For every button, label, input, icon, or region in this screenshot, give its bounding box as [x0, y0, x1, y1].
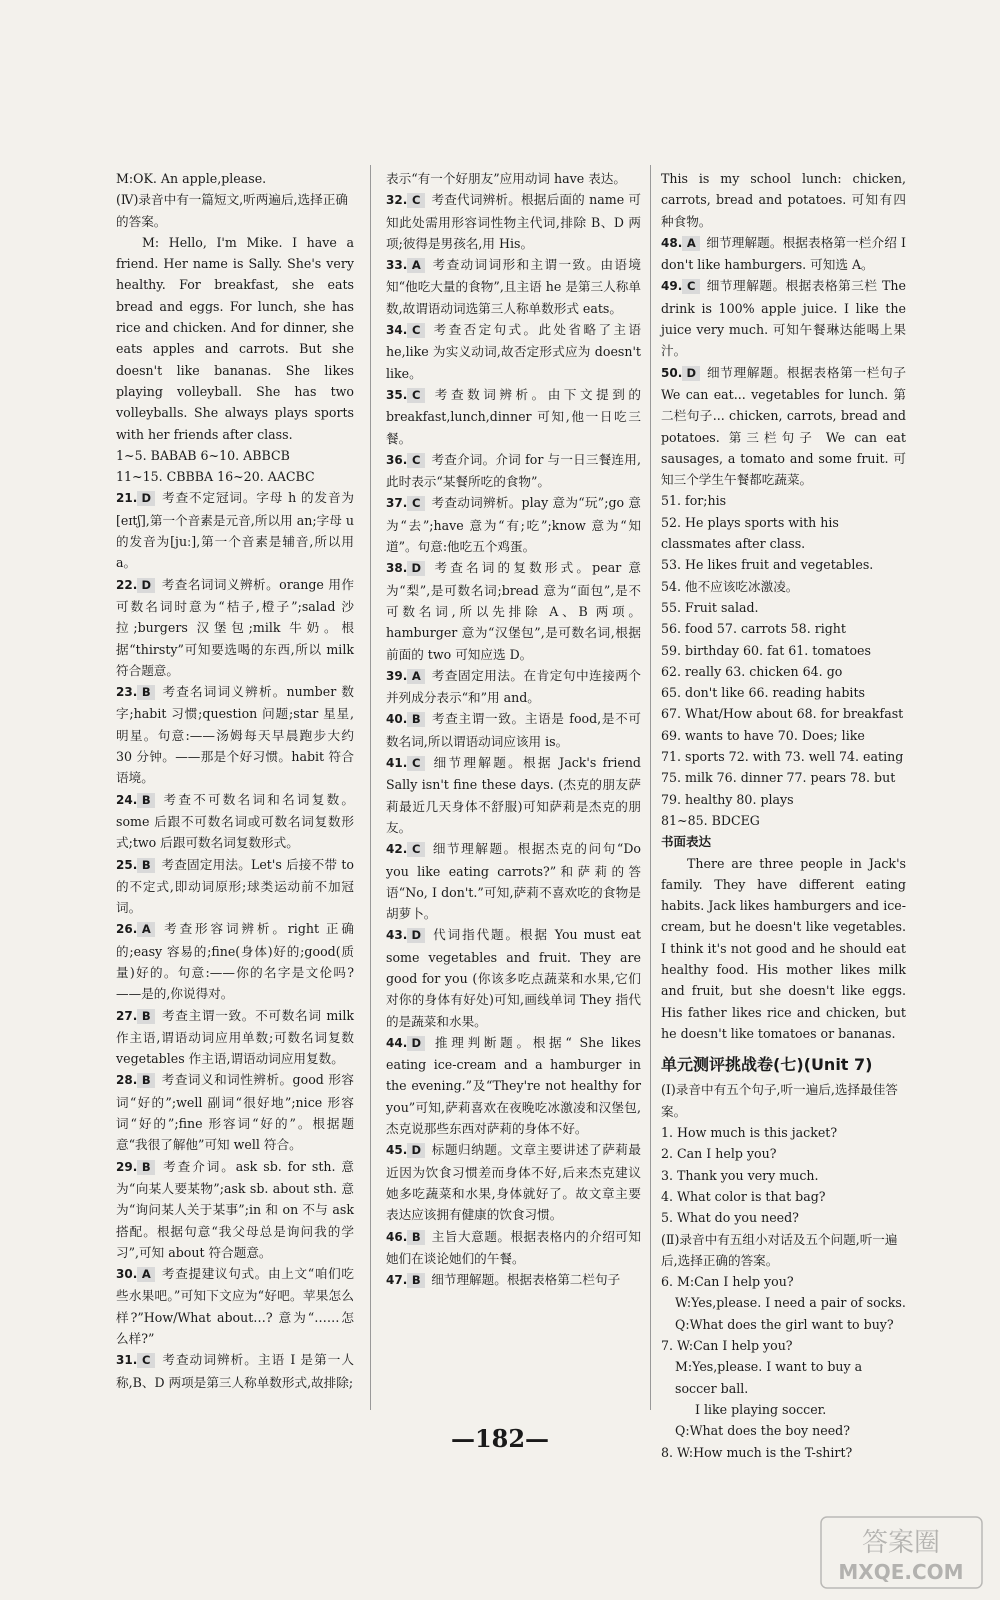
explanation-text: 标题归纳题。文章主要讲述了萨莉最近因为饮食习惯差而身体不好,后来杰克建议她多吃蔬菜和水果,身体就好了。故文章主要表达应该拥有健康的饮食习惯。 [386, 1142, 641, 1223]
explanation-text: 考查词义和词性辨析。good 形容词“好的”;well 副词“很好地”;nice 形容词“好的”;fine 形容词“好的”。根据题意“我很了解他”可知 well 符合。 [116, 1072, 354, 1153]
answer-line: 53. He likes fruit and vegetables. [661, 557, 874, 573]
question-number: 23. [116, 685, 138, 700]
answer-badge: B [137, 685, 155, 700]
question-number: 45. [386, 1143, 408, 1158]
explanation-text: 细节理解题。根据 Jack's friend Sally isn't fine these days. (杰克的朋友萨莉最近几天身体不舒服)可知萨莉是杰克的朋友。 [386, 755, 641, 835]
question-number: 37. [386, 496, 408, 511]
script-line: 2. Can I help you? [661, 1146, 777, 1162]
unit-title: 单元测评挑战卷(七)(Unit 7) [661, 1055, 873, 1075]
question-number: 40. [386, 712, 408, 727]
explanation-text: 考查数词辨析。由下文提到的 breakfast,lunch,dinner 可知,他一日吃三餐。 [386, 386, 641, 446]
answer-badge: A [137, 922, 155, 937]
continued-text: 表示“有一个好朋友”应用动词 have 表达。 [386, 171, 626, 186]
explanation-item [116, 854, 354, 919]
explanation-item [386, 254, 641, 319]
explanation-text: 考查名词的复数形式。pear 意为“梨”,是可数名词;bread 意为“面包”,是不可数名词,所以先排除 A、B 两项。hamburger 意为“汉堡包”,是可数名词,根据前面的 two 可知应选 D。 [386, 560, 641, 662]
question-number: 34. [386, 323, 408, 338]
answer-badge: B [137, 793, 155, 808]
answer-list [661, 490, 906, 831]
column-right [661, 168, 906, 1463]
page-number: —182— [450, 1424, 550, 1453]
answer-line: 65. don't like 66. reading habits [661, 685, 865, 701]
answer-line: 62. really 63. chicken 64. go [661, 663, 843, 679]
answer-badge: A [407, 669, 425, 684]
explanation-item [116, 918, 354, 1004]
explanation-text: 细节理解题。根据表格第一栏句子 We can eat... vegetables for lunch. 第二栏句子... chicken, carrots, bread and potatoes. 第三栏句子 We can eat sausages, a tomato and some fruit. 可知三个学生午餐都吃蔬菜。 [661, 364, 906, 488]
answer-line: 71. sports 72. with 73. well 74. eating [661, 749, 904, 765]
explanation-text: 考查介词。介词 for 与一日三餐连用,此时表示“某餐所吃的食物”。 [386, 451, 641, 490]
answer-badge: B [137, 858, 155, 873]
answer-badge: D [407, 1143, 425, 1158]
explanation-item [661, 275, 906, 361]
explanation-text: 细节理解题。根据表格第一栏介绍 I don't like hamburgers. 可知选 A。 [661, 234, 906, 273]
answer-line: 81~85. BDCEG [661, 812, 760, 828]
column-left [116, 168, 354, 1393]
script-line: (Ⅰ)录音中有五个句子,听一遍后,选择最佳答案。 [661, 1082, 898, 1119]
answer-badge: B [137, 1009, 155, 1024]
question-number: 30. [116, 1267, 138, 1282]
explanation-item [386, 1269, 641, 1291]
script-line: I like playing soccer. [695, 1401, 827, 1417]
question-number: 22. [116, 577, 138, 592]
explanation-item [386, 449, 641, 493]
explanation-item [386, 492, 641, 557]
column-divider-right [650, 165, 651, 1410]
explanation-text: 细节理解题。根据杰克的问句“Do you like eating carrots?”和萨莉的答语“No, I don't.”可知,萨莉不喜欢吃的食物是胡萝卜。 [386, 841, 641, 922]
writing-sample: There are three people in Jack's family. They have different eating habits. Jack likes hamburgers and ice-cream, but he doesn't like vegetables. I think it's not good and he should eat healthy food. His mother likes milk and fruit, but she doesn't like eggs. His father likes rice and chicken, but he doesn't like tomatoes or bananas. [661, 855, 906, 1041]
explanation-list [661, 232, 906, 491]
explanation-text: 考查提建议句式。由上文“咱们吃些水果吧。”可知下文应为“好吧。苹果怎么样?”How/What about…? 意为“……怎么样?” [116, 1266, 354, 1347]
explanation-text: 考查不定冠词。字母 h 的发音为[eɪtʃ],第一个音素是元音,所以用 an;字母 u 的发音为[juː],第一个音素是辅音,所以用 a。 [116, 490, 354, 571]
script-line: Q:What does the boy need? [675, 1423, 850, 1439]
column-divider-left [370, 165, 371, 1410]
answer-badge: D [407, 1036, 425, 1051]
script-line: W:Yes,please. I need a pair of socks. [675, 1295, 906, 1311]
explanation-item [116, 681, 354, 788]
explanation-text: 推理判断题。根据“ She likes eating ice-cream and a hamburger in the evening.”及“They're not healthy for you”可知,萨莉喜欢在夜晚吃冰激凌和汉堡包,杰克说那些东西对萨莉的身体不好。 [386, 1034, 641, 1137]
watermark-title: 答案圈 [861, 1528, 941, 1558]
explanation-item [386, 557, 641, 664]
answer-badge: B [137, 1073, 155, 1088]
question-number: 44. [386, 1035, 408, 1050]
question-number: 43. [386, 928, 408, 943]
explanation-item [386, 708, 641, 752]
explanation-item [661, 232, 906, 276]
explanation-item [116, 1156, 354, 1263]
answer-badge: D [407, 561, 425, 576]
explanation-list [116, 487, 354, 1392]
script-line: 1. How much is this jacket? [661, 1125, 838, 1141]
explanation-item [386, 924, 641, 1031]
script-line: Q:What does the girl want to buy? [675, 1316, 894, 1332]
explanation-text: 细节理解题。根据表格第三栏 The drink is 100% apple juice. I like the juice very much. 可知午餐琳达能喝上果汁。 [661, 278, 906, 359]
answer-badge: C [407, 842, 425, 857]
explanation-item [386, 319, 641, 384]
listening-passage: M: Hello, I'm Mike. I have a friend. Her name is Sally. She's very healthy. For breakfast, she eats bread and eggs. For lunch, she has rice and chicken. And for dinner, she eats apples and carrots. But she doesn't like bananas. She likes playing volleyball. She has two volleyballs. She always plays sports with her friends after class. [116, 234, 354, 442]
question-number: 41. [386, 756, 408, 771]
question-number: 42. [386, 842, 408, 857]
answer-line: 75. milk 76. dinner 77. pears 78. but [661, 770, 896, 786]
script-line: 3. Thank you very much. [661, 1167, 819, 1183]
question-number: 32. [386, 193, 408, 208]
answer-badge: C [407, 453, 425, 468]
answer-line: 67. What/How about 68. for breakfast [661, 706, 904, 722]
answer-badge: A [407, 258, 425, 273]
writing-heading: 书面表达 [661, 834, 712, 850]
listening-script [661, 1079, 906, 1462]
explanation-item [116, 487, 354, 573]
watermark-logo [819, 1515, 984, 1590]
question-number: 50. [661, 365, 683, 380]
explanation-item [386, 665, 641, 709]
answer-badge: C [407, 388, 425, 403]
explanation-item [116, 1263, 354, 1349]
answer-badge: D [682, 366, 700, 381]
answer-line: 51. for;his [661, 493, 727, 509]
answer-key-line: 11~15. CBBBA 16~20. AACBC [116, 469, 315, 485]
question-number: 26. [116, 922, 138, 937]
explanation-text: 考查代词辨析。根据后面的 name 可知此处需用形容词性物主代词,排除 B、D 两项;彼得是男孩名,用 His。 [386, 192, 641, 251]
answer-badge: C [682, 279, 700, 294]
explanation-item [116, 1069, 354, 1155]
explanation-text: 考查名词词义辨析。number 数字;habit 习惯;question 问题;star 星星,明星。句意:——汤姆每天早晨跑步大约 30 分钟。——那是个好习惯。habit 符合语境。 [116, 684, 354, 786]
question-number: 25. [116, 857, 138, 872]
question-number: 39. [386, 668, 408, 683]
explanation-text: 考查主谓一致。主语是 food,是不可数名词,所以谓语动词应该用 is。 [386, 711, 641, 749]
explanation-text: 代词指代题。根据 You must eat some vegetables and fruit. They are good for you (你该多吃点蔬菜和水果,它们对你的身体有好处)可知,画线单词 They 指代的是蔬菜和水果。 [386, 927, 641, 1029]
script-line: 4. What color is that bag? [661, 1188, 826, 1204]
answer-badge: B [407, 1273, 425, 1288]
answer-line: 52. He plays sports with his classmates after class. [661, 514, 839, 552]
script-line: 5. What do you need? [661, 1210, 799, 1226]
question-number: 31. [116, 1353, 138, 1368]
explanation-item [116, 789, 354, 854]
explanation-list [386, 189, 641, 1291]
answer-badge: C [407, 193, 425, 208]
explanation-item [386, 1226, 641, 1270]
answer-badge: B [137, 1160, 155, 1175]
explanation-item [116, 1349, 354, 1393]
answer-badge: B [407, 712, 425, 727]
question-number: 49. [661, 279, 683, 294]
explanation-text: 考查否定句式。此处省略了主语 he,like 为实义动词,故否定形式应为 doesn't like。 [386, 322, 641, 381]
answer-key-line: 1~5. BABAB 6~10. ABBCB [116, 447, 290, 463]
question-number: 27. [116, 1008, 138, 1023]
explanation-item [116, 1005, 354, 1070]
explanation-item [386, 384, 641, 449]
script-line: 6. M:Can I help you? [661, 1274, 794, 1290]
script-line: 8. W:How much is the T-shirt? [661, 1444, 853, 1460]
answer-badge: C [407, 323, 425, 338]
explanation-text: 考查动词词形和主谓一致。由语境知“他吃大量的食物”,且主语 he 是第三人称单数,故谓语动词选第三人称单数形式 eats。 [386, 257, 641, 316]
answer-badge: A [682, 236, 700, 251]
explanation-text: 考查固定用法。Let's 后接不带 to 的不定式,即动词原形;球类运动前不加冠词。 [116, 856, 354, 916]
explanation-text: 细节理解题。根据表格第二栏句子 [431, 1272, 621, 1288]
explanation-item [386, 1032, 641, 1139]
question-number: 33. [386, 258, 408, 273]
script-line: M:Yes,please. I want to buy a soccer ball. [675, 1359, 863, 1396]
explanation-text: 考查动词辨析。play 意为“玩”;go 意为“去”;have 意为“有;吃”;know 意为“知道”。句意:他吃五个鸡蛋。 [386, 495, 641, 555]
answer-badge: D [407, 928, 425, 943]
script-line: (Ⅱ)录音中有五组小对话及五个问题,听一遍后,选择正确的答案。 [661, 1231, 898, 1268]
section-instruction: (Ⅳ)录音中有一篇短文,听两遍后,选择正确的答案。 [116, 192, 348, 229]
explanation-text: 考查形容词辨析。right 正确的;easy 容易的;fine(身体)好的;good(质量)好的。句意:——你的名字是文伦吗?——是的,你说得对。 [116, 921, 354, 1002]
answer-badge: C [407, 496, 425, 511]
explanation-text: 考查不可数名词和名词复数。some 后跟不可数名词或可数名词复数形式;two 后跟可数名词复数形式。 [116, 791, 354, 851]
explanation-text: 主旨大意题。根据表格内的介绍可知她们在谈论她们的午餐。 [386, 1228, 641, 1266]
question-number: 24. [116, 792, 138, 807]
explanation-item [661, 362, 906, 491]
question-number: 29. [116, 1159, 138, 1174]
answer-badge: A [137, 1267, 155, 1282]
answer-line: 69. wants to have 70. Does; like [661, 727, 865, 743]
script-line: 7. W:Can I help you? [661, 1338, 793, 1354]
explanation-text: 考查动词辨析。主语 I 是第一人称,B、D 两项是第三人称单数形式,故排除; [116, 1352, 354, 1390]
question-number: 47. [386, 1273, 408, 1288]
explanation-text: 考查固定用法。在肯定句中连接两个并列成分表示“和”用 and。 [386, 667, 641, 706]
answer-line: 79. healthy 80. plays [661, 791, 794, 807]
explanation-item [116, 574, 354, 681]
explanation-item [386, 1139, 641, 1225]
question-number: 38. [386, 561, 408, 576]
continued-text: This is my school lunch: chicken, carrots, bread and potatoes. 可知有四种食物。 [661, 171, 906, 229]
answer-badge: D [137, 491, 155, 506]
explanation-item [386, 189, 641, 254]
question-number: 36. [386, 452, 408, 467]
question-number: 48. [661, 235, 683, 250]
answer-badge: B [407, 1230, 425, 1245]
question-number: 46. [386, 1229, 408, 1244]
question-number: 28. [116, 1073, 138, 1088]
explanation-text: 考查介词。ask sb. for sth. 意为“向某人要某物”;ask sb. about sth. 意为“询问某人关于某事”;in 和 on 不与 ask 搭配。根据句意“我父母总是询问我的学习”,可知 about 符合题意。 [116, 1158, 354, 1260]
answer-line: 55. Fruit salad. [661, 599, 759, 615]
answer-line: 59. birthday 60. fat 61. tomatoes [661, 642, 871, 658]
column-middle [386, 168, 641, 1291]
question-number: 35. [386, 387, 408, 402]
answer-badge: C [137, 1353, 155, 1368]
watermark-url: MXQE.COM [838, 1560, 964, 1584]
question-number: 21. [116, 491, 138, 506]
explanation-text: 考查主谓一致。不可数名词 milk 作主语,谓语动词应用单数;可数名词复数 vegetables 作主语,谓语动词应用复数。 [116, 1007, 354, 1067]
answer-line: 56. food 57. carrots 58. right [661, 621, 846, 637]
answer-badge: D [137, 578, 155, 593]
answer-line: 54. 他不应该吃冰激凌。 [661, 578, 799, 594]
answer-badge: C [407, 756, 425, 771]
explanation-item [386, 752, 641, 838]
explanation-item [386, 838, 641, 924]
explanation-text: 考查名词词义辨析。orange 用作可数名词时意为“桔子,橙子”;salad 沙拉;burgers 汉堡包;milk 牛奶。根据“thirsty”可知要选喝的东西,所以 milk 符合题意。 [116, 576, 354, 678]
text-line: M:OK. An apple,please. [116, 171, 267, 186]
